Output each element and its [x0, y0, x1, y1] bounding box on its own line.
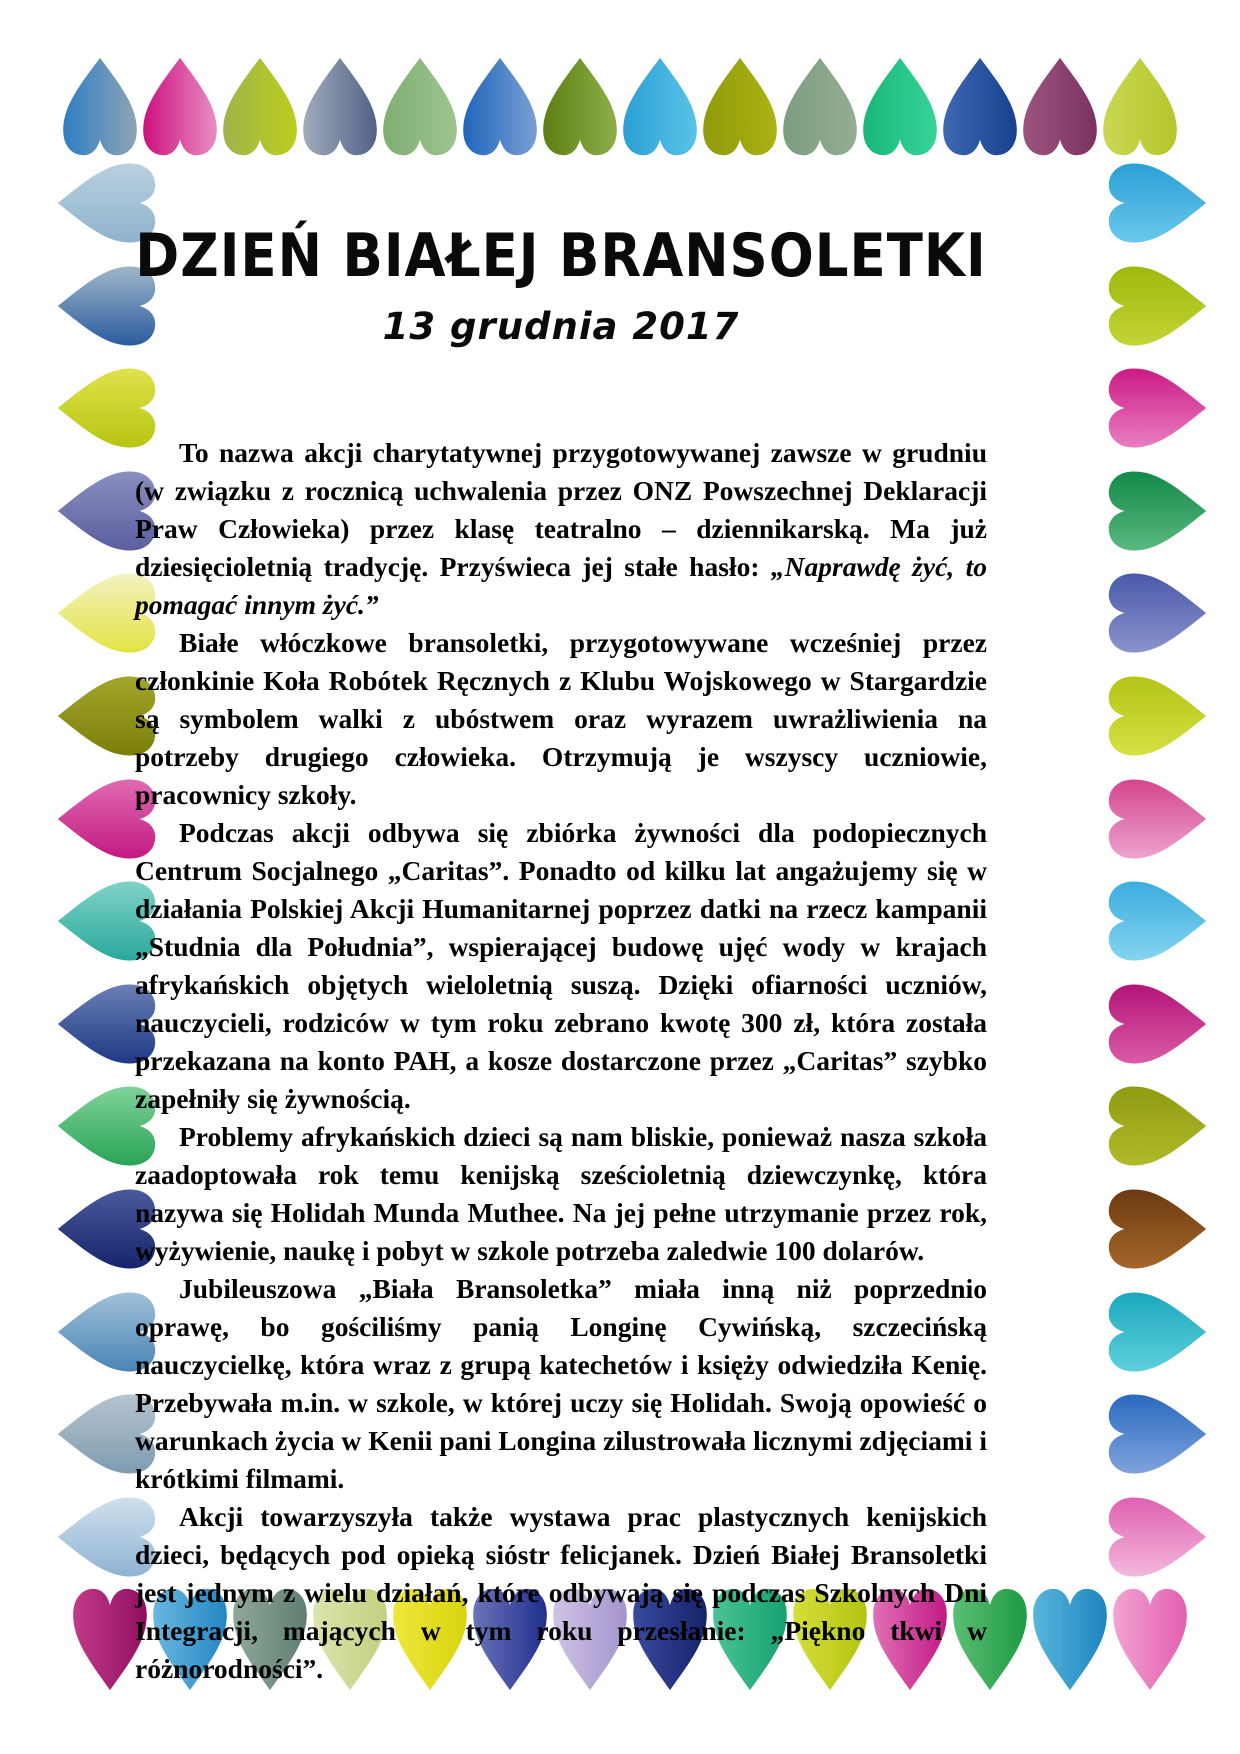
text-segment: Podczas akcji odbywa się zbiórka żywności dla podopiecznych Centrum Socjalnego „Caritas”. Ponadto od kilku lat angażujemy się w działania Polskiej Akcji Humanitarnej poprzez datki na rzecz kampanii „Studnia dla Południa”, wspierającej budowę ujęć wody w krajach afrykańskich objętych wieloletnią suszą. Dzięki ofiarności uczniów, nauczycieli, rodziców w tym roku zebrano kwotę 300 zł, która została przekazana na konto PAH, a kosze dostarczone przez „Caritas” szybko zapełniły się żywnością. [135, 817, 987, 1114]
paragraph [135, 1270, 987, 1498]
heart-border-top [60, 56, 1180, 158]
paragraph [135, 1498, 987, 1688]
heart-icon [540, 56, 620, 158]
heart-icon [300, 56, 380, 158]
page-title: DZIEŃ BIAŁEJ BRANSOLETKI [135, 222, 987, 291]
heart-icon [1106, 468, 1208, 554]
heart-icon [1030, 1586, 1110, 1692]
quote-italic: „Naprawdę żyć, to pomagać innym żyć.” [135, 551, 987, 620]
heart-icon [1110, 1586, 1190, 1692]
heart-icon [220, 56, 300, 158]
text-segment: Akcji towarzyszyła także wystawa prac plastycznych kenijskich dzieci, będących pod opieką sióstr felicjanek. Dzień Białej Bransoletki jest jednym z wielu działań, które odbywają się podczas Szkolnych Dni Integracji, mających w tym roku przesłanie: „Piękno tkwi w różnorodności”. [135, 1501, 987, 1684]
heart-icon [1106, 1083, 1208, 1169]
heart-icon [780, 56, 860, 158]
heart-icon [1106, 365, 1208, 451]
paragraph [135, 624, 987, 814]
page-subtitle: 13 grudnia 2017 [382, 305, 740, 348]
heart-icon [140, 56, 220, 158]
text-segment: Białe włóczkowe bransoletki, przygotowywane wcześniej przez członkinie Koła Robótek Ręcznych z Klubu Wojskowego w Stargardzie są symbolem walki z ubóstwem oraz wyrazem uwrażliwienia na potrzeby drugiego człowieka. Otrzymują je wszyscy uczniowie, pracownicy szkoły. [135, 627, 987, 810]
heart-icon [1106, 673, 1208, 759]
heart-icon [1106, 1391, 1208, 1477]
text-segment: Jubileuszowa „Biała Bransoletka” miała inną niż poprzednio oprawę, bo gościliśmy panią Longinę Cywińską, szczecińską nauczycielkę, która wraz z grupą katechetów i księży odwiedziła Kenię. Przebywała m.in. w szkole, w której uczy się Holidah. Swoją opowieść o warunkach życia w Kenii pani Longina zilustrowała licznymi zdjęciami i krótkimi filmami. [135, 1273, 987, 1494]
heart-icon [1106, 1494, 1208, 1580]
heart-icon [1106, 570, 1208, 656]
heart-icon [700, 56, 780, 158]
heart-icon [1020, 56, 1100, 158]
heart-icon [620, 56, 700, 158]
heart-icon [460, 56, 540, 158]
article-content [135, 222, 987, 1688]
heart-icon [1106, 776, 1208, 862]
paragraph [135, 814, 987, 1118]
text-segment: Problemy afrykańskich dzieci są nam bliskie, ponieważ nasza szkoła zaadoptowała rok temu kenijską sześcioletnią dziewczynkę, która nazywa się Holidah Munda Muthee. Na jej pełne utrzymanie przez rok, wyżywienie, naukę i pobyt w szkole potrzeba zaledwie 100 dolarów. [135, 1121, 987, 1266]
heart-icon [860, 56, 940, 158]
heart-icon [1106, 981, 1208, 1067]
paragraph [135, 434, 987, 624]
heart-icon [1106, 160, 1208, 246]
heart-icon [1106, 1289, 1208, 1375]
heart-icon [1106, 263, 1208, 349]
text-segment: To nazwa akcji charytatywnej przygotowywanej zawsze w grudniu (w związku z rocznicą uchwalenia przez ONZ Powszechnej Deklaracji Praw Człowieka) przez klasę teatralno – dziennikarską. Ma już dziesięcioletnią tradycję. Przyświeca jej stałe hasło: [135, 437, 987, 582]
heart-icon [60, 56, 140, 158]
heart-border-right [1106, 160, 1208, 1580]
heart-icon [1106, 878, 1208, 964]
heart-icon [940, 56, 1020, 158]
paragraph [135, 1118, 987, 1270]
heart-icon [1100, 56, 1180, 158]
article-body [135, 434, 987, 1688]
heart-icon [1106, 1186, 1208, 1272]
heart-icon [380, 56, 460, 158]
